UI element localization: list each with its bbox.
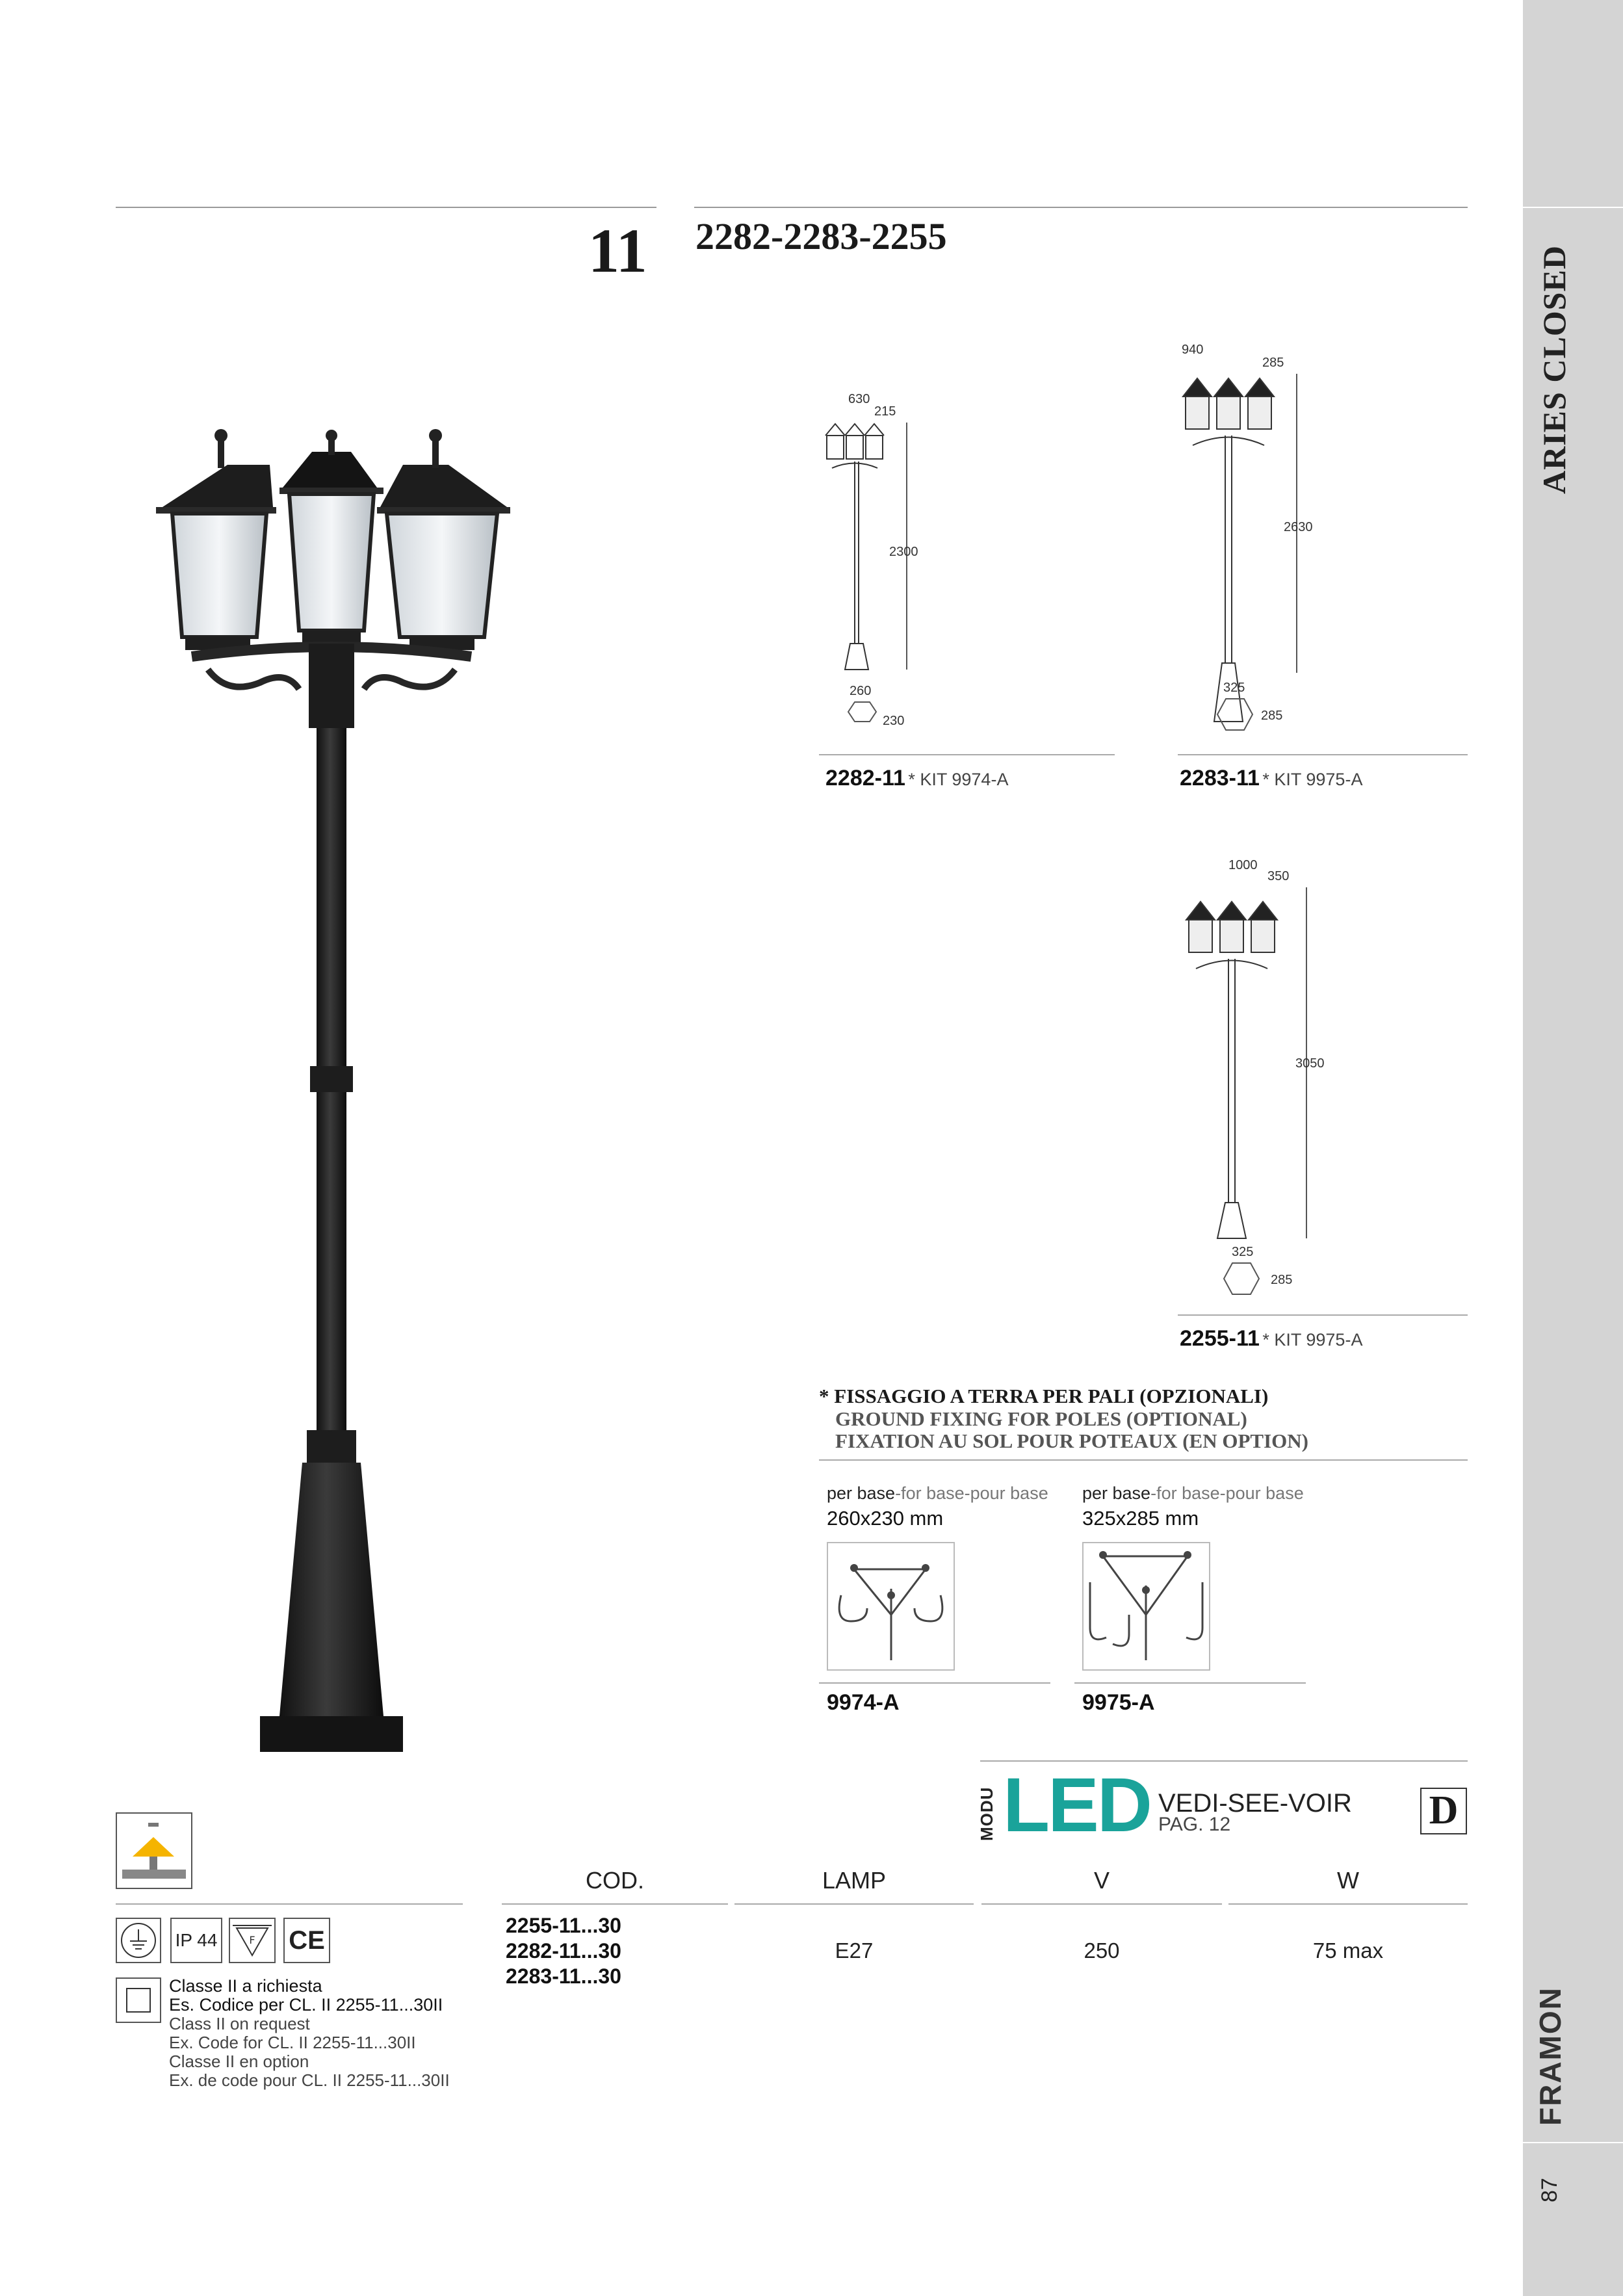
rule [980,1760,1468,1762]
led-page-ref: PAG. 12 [1158,1814,1231,1835]
product-code: 2283-11...30 [506,1964,621,1988]
dim-base-width: 260 [850,684,872,698]
kit-label: * KIT 9975-A [1262,770,1363,789]
led-logo: LED [1003,1762,1150,1848]
fixing-title-fr: FIXATION AU SOL POUR POTEAUX (EN OPTION) [835,1429,1308,1452]
header-rule-right [694,207,1468,208]
class-note-line: Ex. de code pour CL. II 2255-11...30II [169,2070,450,2090]
dim-base-depth: 285 [1271,1273,1293,1287]
rule [1074,1682,1306,1684]
side-divider [1523,2142,1623,2143]
class-ii-icon [116,1977,161,2023]
dim-height: 3050 [1295,1056,1325,1071]
dim-height: 2300 [889,545,918,559]
rule [502,1903,728,1905]
dim-base-depth: 285 [1261,709,1283,723]
base-hex-icon [1222,1261,1261,1296]
dim-base-width: 325 [1223,681,1245,695]
product-code: 2282-11...30 [506,1939,621,1963]
header-rule-left [116,207,656,208]
rule [981,1903,1222,1905]
accessory-image-9975-a [1082,1542,1210,1671]
base-rest: -for base-pour base [895,1483,1048,1503]
rule [819,754,1115,755]
rule [1178,754,1468,755]
dim-height: 2630 [1284,520,1313,534]
class-note-line: Classe II en option [169,2052,309,2071]
page-number: 87 [1537,2178,1562,2202]
model-2255-11 [1180,1326,1362,1351]
accessory-code: 9974-A [827,1690,900,1715]
models-title: 2282-2283-2255 [695,215,947,257]
model-2282-11 [825,766,1008,791]
col-header-cod: COD. [586,1867,644,1894]
dim-lamp-width: 350 [1267,869,1290,883]
fixing-title-it: * FISSAGGIO A TERRA PER PALI (OPZIONALI) [819,1385,1269,1407]
ip-rating-badge: IP 44 [170,1918,222,1963]
product-code: 2255-11...30 [506,1914,621,1937]
product-photo [123,423,539,1762]
class-note-line: Classe II a richiesta [169,1976,322,1996]
rule [819,1682,1050,1684]
earth-icon [116,1918,161,1963]
base-label [1082,1483,1304,1504]
led-see-text: VEDI-SEE-VOIR [1158,1789,1352,1818]
kit-label: * KIT 9974-A [908,770,1009,789]
model-label: 2255-11 [1180,1326,1260,1351]
rule [1178,1314,1468,1316]
base-rest: -for base-pour base [1150,1483,1304,1503]
class-note-line: Ex. Code for CL. II 2255-11...30II [169,2033,416,2052]
lamp-value: E27 [835,1938,874,1963]
dim-width: 940 [1182,343,1204,357]
dim-lamp-width: 285 [1262,356,1284,370]
dim-width: 1000 [1228,858,1258,872]
fixing-title-en: GROUND FIXING FOR POLES (OPTIONAL) [835,1407,1247,1430]
dim-lamp-width: 215 [874,404,896,419]
brand-logo: FRAMON [1533,1987,1567,2126]
energy-class-badge: D [1420,1788,1467,1834]
rule [116,1903,463,1905]
svg-text:F: F [249,1934,255,1946]
model-label: 2282-11 [825,766,905,790]
collection-title: ARIES CLOSED [1536,245,1572,494]
ce-mark-icon: CE [283,1918,330,1963]
watt-value: 75 max [1312,1938,1384,1963]
kit-label: * KIT 9975-A [1262,1330,1363,1350]
accessory-code: 9975-A [1082,1690,1155,1715]
series-number: 11 [588,216,647,285]
base-label [827,1483,1048,1504]
side-divider [1523,207,1623,208]
rule [819,1459,1468,1461]
voltage-value: 250 [1084,1938,1120,1963]
ground-install-icon [116,1812,192,1889]
dim-base-depth: 230 [883,714,905,728]
col-header-v: V [1093,1867,1110,1894]
class-note-line: Es. Codice per CL. II 2255-11...30II [169,1995,443,2015]
col-header-w: W [1337,1867,1359,1894]
rule [1228,1903,1468,1905]
class-note-line: Class II on request [169,2014,310,2033]
dim-width: 630 [848,392,870,406]
model-2283-11 [1180,766,1362,791]
base-size: 325x285 mm [1082,1507,1199,1530]
rule [734,1903,974,1905]
base-size: 260x230 mm [827,1507,944,1530]
dim-base-width: 325 [1232,1245,1254,1259]
flammability-icon [229,1918,276,1963]
base-prefix: per base [1082,1483,1151,1503]
base-hex-icon [1215,697,1254,732]
led-modu-text: MODU [977,1786,996,1841]
model-label: 2283-11 [1180,766,1260,790]
accessory-image-9974-a [827,1542,955,1671]
base-prefix: per base [827,1483,896,1503]
col-header-lamp: LAMP [822,1867,887,1894]
